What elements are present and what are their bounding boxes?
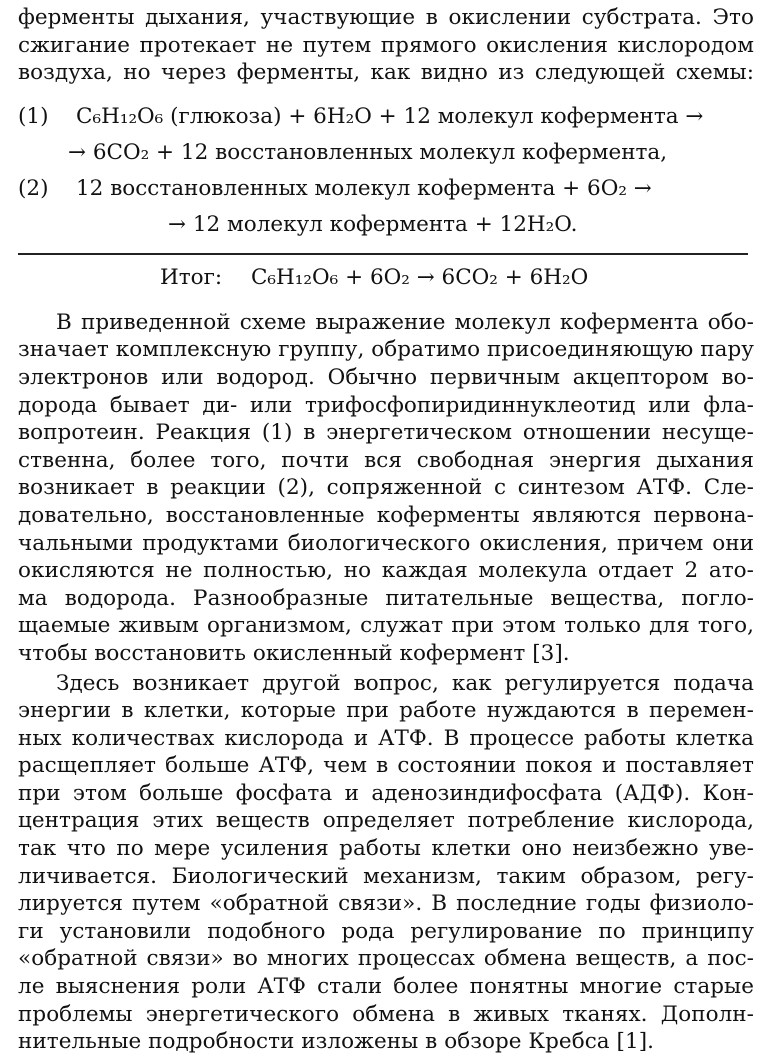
- text-line: ных количествах кислорода и АТФ. В процессе работы клетка: [18, 725, 754, 751]
- equation-text: C₆H₁₂O₆ (глюкоза) + 6H₂O + 12 молекул кофермента →: [76, 103, 704, 129]
- text-line: нительные подробности изложены в обзоре Кребса [1].: [18, 1029, 655, 1055]
- text-line: сжигание протекает не путем прямого окисления кислородом: [18, 32, 754, 58]
- text-line: Здесь возникает другой вопрос, как регулируется подача: [56, 670, 754, 696]
- text-line: расщепляет больше АТФ, чем в состоянии покоя и поставляет: [18, 753, 754, 779]
- text-line: ма водорода. Разнообразные питательные вещества, погло-: [18, 585, 754, 611]
- text-line: центрация этих веществ определяет потребление кислорода,: [18, 808, 754, 834]
- text-line: чальными продуктами биологического окисления, причем они: [18, 530, 754, 556]
- text-line: проблемы энергетического обмена в живых тканях. Дополн-: [18, 1001, 754, 1027]
- text-line: чтобы восстановить окисленный кофермент [3].: [18, 640, 570, 666]
- text-line: окисляются не полностью, но каждая молекула отдает 2 ато-: [18, 558, 754, 584]
- total-equation: [18, 259, 754, 297]
- text-line: ле выяснения роли АТФ стали более понятны многие старые: [18, 974, 754, 1000]
- text-line: личивается. Биологический механизм, таким образом, регу-: [18, 863, 754, 889]
- reaction-scheme: [18, 99, 754, 297]
- text-line: довательно, восстановленные коферменты являются первона-: [18, 502, 754, 528]
- total-formula: C₆H₁₂O₆ + 6O₂ → 6CO₂ + 6H₂O: [250, 264, 589, 290]
- text-line: ственна, более того, почти вся свободная энергия дыхания: [18, 447, 754, 473]
- text-line: щаемые живым организмом, служат при этом только для того,: [18, 613, 754, 639]
- text-line: возникает в реакции (2), сопряженной с синтезом АТФ. Сле-: [18, 475, 754, 501]
- equation-2-continuation: → 12 молекул кофермента + 12H₂O.: [168, 211, 578, 237]
- equation-2: [18, 171, 754, 207]
- text-line: при этом больше фосфата и аденозиндифосфата (АДФ). Кон-: [18, 780, 754, 806]
- text-line: ги установили подобного рода регулирование по принципу: [18, 918, 754, 944]
- text-line: В приведенной схеме выражение молекул кофермента обо-: [56, 309, 754, 335]
- text-line: электронов или водород. Обычно первичным акцептором во-: [18, 364, 754, 390]
- text-line: значает комплексную группу, обратимо присоединяющую пару: [18, 337, 754, 363]
- text-line: так что по мере усиления работы клетки оно неизбежно уве-: [18, 836, 754, 862]
- equation-1: [18, 99, 754, 135]
- text-line: лируется путем «обратной связи». В последние годы физиоло-: [18, 891, 754, 917]
- paragraph-2: [18, 670, 754, 1056]
- total-label: Итог:: [160, 264, 223, 290]
- text-line: дорода бывает ди- или трифосфопиридиннуклеотид или фла-: [18, 392, 754, 418]
- equation-number: (2): [18, 175, 49, 201]
- text-line: «обратной связи» во многих процессах обмена веществ, а пос-: [18, 946, 754, 972]
- divider: [18, 253, 748, 255]
- equation-text: 12 восстановленных молекул кофермента + 6O₂ →: [76, 175, 652, 201]
- text-line: энергии в клетки, которые при работе нуждаются в перемен-: [18, 698, 754, 724]
- equation-1-continuation: → 6CO₂ + 12 восстановленных молекул кофермента,: [68, 139, 668, 165]
- text-line: ферменты дыхания, участвующие в окислении субстрата. Это: [18, 5, 754, 30]
- equation-number: (1): [18, 103, 49, 129]
- text-line: вопротеин. Реакция (1) в энергетическом отношении несуще-: [18, 420, 754, 446]
- paragraph-1: [18, 309, 754, 668]
- text-line: воздуха, но через ферменты, как видно из следующей схемы:: [18, 60, 754, 86]
- intro-text: [18, 4, 754, 87]
